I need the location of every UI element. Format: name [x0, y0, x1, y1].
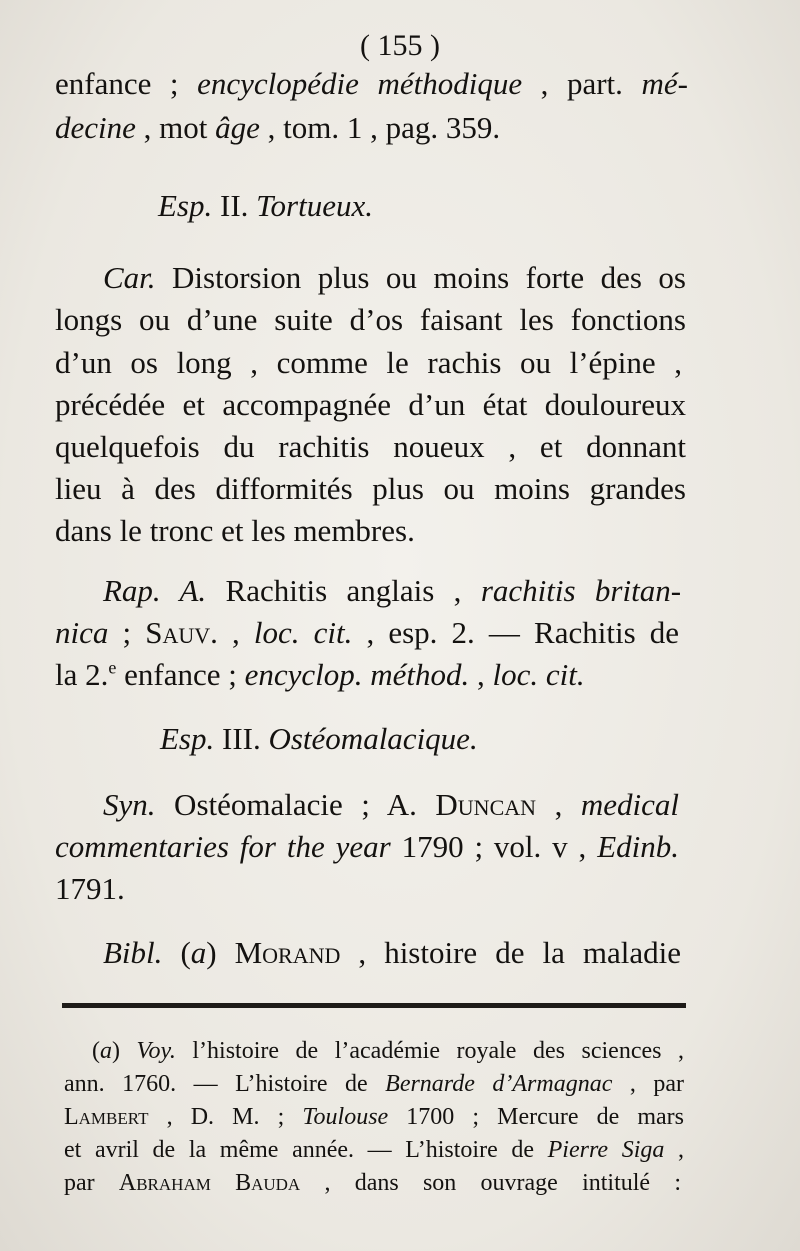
rap-line-3: la 2.$^e$ enfance ; encyclop. méthod. , loc. cit. — [55, 657, 585, 692]
footnote-line-4: et avril de la même année. — L’histoire de Pierre Siga , — [64, 1137, 685, 1163]
page-number: ( 155 ) — [360, 29, 440, 62]
car-line-7: dans le tronc et les membres. — [55, 513, 415, 548]
rap-line-1: Rap. A. Rachitis anglais , rachitis britan- — [103, 573, 682, 608]
car-line-4: précédée et accompagnée d’un état douloureux — [55, 387, 686, 422]
footnote-rule — [62, 1003, 686, 1008]
text-line-1: enfance ; encyclopédie méthodique , part. mé- — [55, 66, 688, 101]
car-line-6: lieu à des difformités plus ou moins grandes — [55, 471, 686, 506]
species-heading-tortueux: Esp. II. Tortueux. — [158, 188, 373, 223]
car-line-5: quelquefois du rachitis noueux , et donnant — [55, 429, 686, 464]
footnote-line-1: (a) Voy. l’histoire de l’académie royale des sciences , — [92, 1038, 684, 1064]
rap-line-2: nica ; Sauv. , loc. cit. , esp. 2. — Rachitis de — [55, 615, 680, 650]
syn-line-1: Syn. Ostéomalacie ; A. Duncan , medical — [103, 787, 679, 822]
text-line-2: decine , mot âge , tom. 1 , pag. 359. — [55, 110, 501, 145]
bibl-line-1: Bibl. (a) Morand , histoire de la maladie — [103, 935, 681, 970]
footnote-line-3: Lambert , D. M. ; Toulouse 1700 ; Mercure de mars — [64, 1104, 684, 1130]
species-heading-osteomalacique: Esp. III. Ostéomalacique. — [160, 721, 478, 756]
syn-line-2: commentaries for the year 1790 ; vol. v , Edinb. — [55, 829, 679, 864]
footnote-line-5: par Abraham Bauda , dans son ouvrage intitulé : — [64, 1170, 681, 1196]
car-line-1: Car. Distorsion plus ou moins forte des os — [103, 260, 686, 295]
car-line-2: longs ou d’une suite d’os faisant les fonctions — [55, 302, 686, 337]
footnote-line-2: ann. 1760. — L’histoire de Bernarde d’Armagnac , par — [64, 1071, 684, 1097]
car-line-3: d’un os long , comme le rachis ou l’épine , — [55, 345, 682, 380]
syn-line-3: 1791. — [55, 871, 125, 906]
